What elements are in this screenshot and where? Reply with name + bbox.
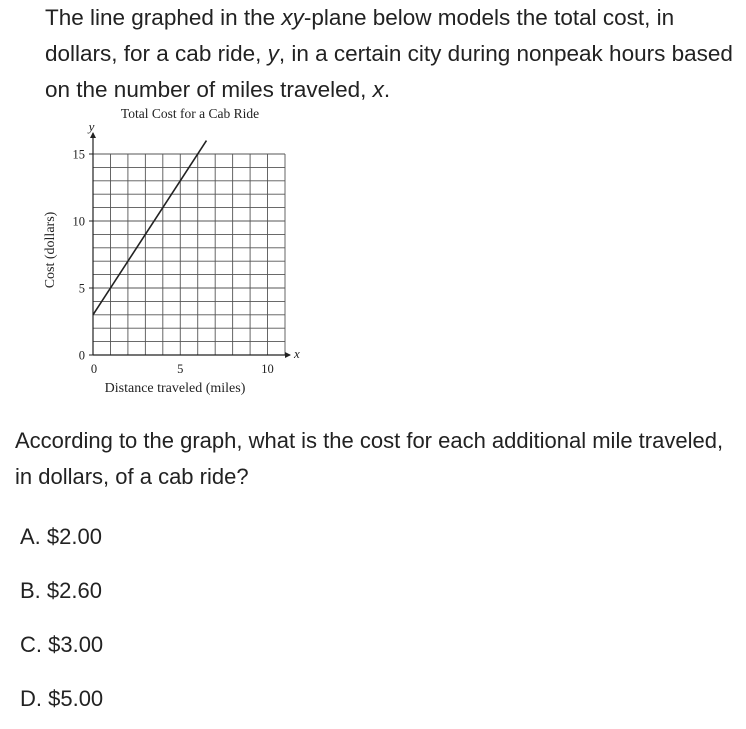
choice-a[interactable]: A. $2.00: [20, 524, 102, 549]
y-axis-letter: y: [88, 119, 95, 134]
chart-grid: [93, 154, 285, 355]
intro-text-1: The line graphed in the: [45, 5, 282, 30]
y-tick-label: 5: [78, 281, 85, 296]
x-axis-arrowhead: [285, 352, 291, 358]
y-axis-label: Cost (dollars): [43, 211, 58, 289]
x-axis-letter: x: [294, 346, 300, 361]
x-tick-label: 0: [90, 362, 98, 376]
intro-xy: xy: [281, 5, 304, 30]
question-text: According to the graph, what is the cost for each additional mile traveled, in dollars, of a cab ride?: [15, 428, 724, 489]
intro-text-3: , in a certain city during nonpeak hours based on the number of miles traveled,: [45, 41, 733, 102]
y-tick-label: 15: [72, 147, 85, 162]
chart-svg: [40, 100, 340, 400]
x-tick-label: 5: [177, 362, 184, 376]
choice-d[interactable]: D. $5.00: [20, 686, 104, 711]
y-tick-label: 0: [78, 348, 85, 363]
choice-b[interactable]: B. $2.60: [20, 578, 102, 603]
intro-x: x: [372, 77, 384, 102]
intro-text-4: .: [383, 77, 391, 102]
x-tick-label: 10: [261, 362, 274, 376]
intro-y: y: [267, 41, 279, 66]
choice-c[interactable]: C. $3.00: [20, 632, 104, 657]
chart-title: Total Cost for a Cab Ride: [120, 106, 260, 121]
question-intro: [45, 0, 735, 108]
y-tick-label: 10: [72, 214, 85, 229]
x-axis-label: Distance traveled (miles): [104, 381, 246, 396]
cab-ride-chart: [40, 100, 340, 400]
intro-text-2: -plane below models the total cost, in dollars, for a cab ride,: [45, 5, 675, 66]
